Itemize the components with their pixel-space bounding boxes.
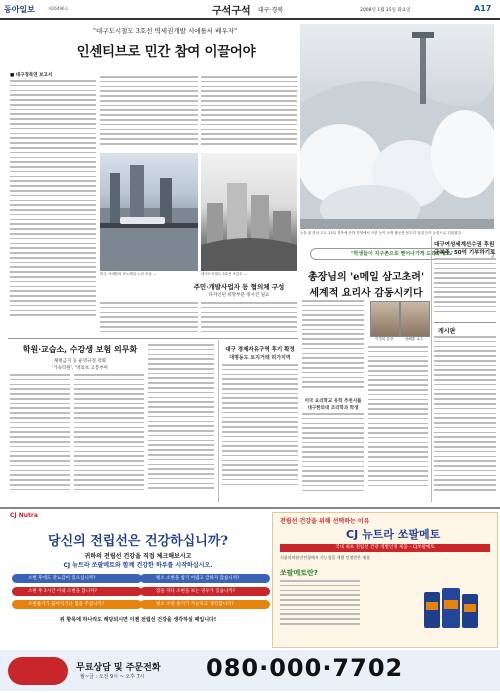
story5-banner: "학생들이 지구촌으로 뻗어나가게 도와주세요" <box>310 248 494 260</box>
story5-headline-2: 세계적 요리사 감동시키다 <box>309 288 423 299</box>
sidebar-divider <box>434 322 496 323</box>
ad-check-5: 소변줄기가 끊어지거나 힘을 주십니까? <box>12 600 142 609</box>
newspaper-logo: 동아일보 <box>4 5 35 14</box>
story2-column-2 <box>201 302 297 336</box>
ad-product-name: CJ 뉴트라 쏘팔메토 <box>346 528 441 541</box>
column-rule <box>218 340 219 502</box>
story4-subtitle: 대명동도 토지거래 허가지역 <box>229 355 291 361</box>
issue-number: 제26496호 <box>48 6 69 11</box>
monorail-photo-caption: 미국 시애틀의 모노레일 노선 모습 ... <box>100 272 157 276</box>
page-number: A17 <box>474 4 492 13</box>
story5-subtitle-2: 대구한의대 조리학과 학생 <box>307 406 359 411</box>
sidebar-rule <box>431 236 432 502</box>
lead-headline: 인센티브로 민간 참여 이끌어야 <box>76 44 256 60</box>
ad-phone-number[interactable]: 080·000·7702 <box>206 654 404 682</box>
story3-column-1 <box>10 374 70 502</box>
sidebar-title-2: 금복주, 50억 기부하기로 <box>434 250 496 256</box>
portrait-1 <box>370 301 400 337</box>
monorail-photo <box>100 153 198 271</box>
ad-right-body <box>280 580 360 630</box>
story5-column-1 <box>302 300 364 396</box>
ad-check-6: 평소 소변 줄기가 가늘다고 생각합니까? <box>140 600 270 609</box>
story5-subtitle-1: 미국 요리학교 유학 추천서를 <box>304 399 362 404</box>
story4-column <box>222 364 298 502</box>
ad-note: 위 항목에 하나라도 해당되시면 이젠 전립선 건강을 생각하실 때입니다! <box>59 617 217 623</box>
section-subtitle: 대구·경북 <box>258 7 284 14</box>
story3-title: 학원·교습소, 수강생 보험 의무화 <box>22 344 138 354</box>
product-bottles-image <box>420 580 490 630</box>
ad-tagline-2: CJ 뉴트라 쏘팔메토와 함께 건강한 하루를 시작하십시오. <box>63 562 213 569</box>
story5-headline-1: 총장님의 'e메일 삼고초려' <box>307 272 425 283</box>
issue-date: 2008년 1월 15일 화요일 <box>360 8 411 13</box>
lead-byline: ■ 대구경북연 보고서 <box>10 73 53 78</box>
snow-landscape-illustration <box>300 24 494 229</box>
ad-right-head: 전립선 건강을 위해 선택하는 이유 <box>280 518 370 525</box>
product-bottles <box>420 580 490 630</box>
story3-column-3 <box>148 344 214 502</box>
rendering-photo-caption: 대구도시철도 3호선 조감도 ... <box>201 272 248 276</box>
section-title: 구석구석 <box>212 6 251 17</box>
story3-subtitle-2: '가속학원', '영의보 고봉부여 <box>52 366 108 371</box>
ad-right-line-1: 국내 최초 전립선 건강 개별인정 제품 – CJ쏘팔메토 <box>280 544 490 552</box>
rendering-photo <box>201 153 297 271</box>
story2-title: 주민·개발사업자 등 협의체 구성 <box>193 283 285 291</box>
building-rendering <box>201 153 297 271</box>
sidebar-column-1 <box>434 258 496 318</box>
story4-title: 대구 경제자유구역 후기 확정 <box>225 347 295 353</box>
portrait-2 <box>400 301 430 337</box>
monorail-illustration <box>100 153 198 271</box>
lead-quote: "대구도시철도 3호선 역세권개발 시애틀서 배우자" <box>93 27 237 35</box>
ad-check-1: 소변 후에도 잔뇨감이 있으십니까? <box>12 574 142 583</box>
ad-tagline-1: 귀하의 전립선 건강을 직접 체크해보시고 <box>84 553 192 560</box>
lead-column-2 <box>100 76 198 150</box>
portrait-2-caption: 장해훈 교수 <box>404 337 424 341</box>
story5-column-3 <box>368 346 428 502</box>
ad-check-2: 평소 소변을 참기 어렵고 급하지 않습니까? <box>140 574 270 583</box>
ad-right-line-2: 식품의약품안전청에서 기능성을 개별 인정받은 제품 <box>280 555 371 560</box>
snow-flower-photo <box>300 24 494 229</box>
story2-subtitle: 다자인된 희망부분 정사진 필요 <box>208 293 270 298</box>
board-title: 게시판 <box>438 328 456 335</box>
ad-check-3: 소변 후 2시간 이내 소변을 봅니까? <box>12 587 142 596</box>
story3-column-2 <box>74 374 144 502</box>
ad-question: 당신의 전립선은 건강하십니까? <box>48 534 228 549</box>
story5-column-2 <box>302 413 364 502</box>
story2-column-1 <box>100 302 198 336</box>
board-column <box>434 336 496 502</box>
ad-footer-hours: 월~금 : 오전 9시 ~ 오후 7시 <box>80 674 145 680</box>
sidebar-title-1: 대구여성세계선수권 후원 <box>434 242 495 248</box>
ad-footer-label: 무료상담 및 주문전화 <box>76 663 161 673</box>
portrait-1-caption: 이경희 총장 <box>374 337 394 341</box>
phone-badge <box>8 657 68 685</box>
snow-photo-caption: 눈꽃 핀 한산 고도 13일 경북에 산하 지역에서 시한 눈이 오며 팔공산 봉우리 일대 등이 눈꽃으로 뒤덮였다. <box>300 231 462 235</box>
ad-right-line-3: 쏘팔메토란? <box>280 569 318 577</box>
ad-check-4: 잠을 자다 소변을 보는 경우가 있습니까? <box>140 587 270 596</box>
ad-brand: CJ Nutra <box>10 512 38 519</box>
section-divider <box>8 338 298 339</box>
story3-subtitle-1: 체벌금지 등 운영규정 강화 <box>53 359 107 364</box>
lead-column-3 <box>201 76 297 150</box>
lead-column-1 <box>10 80 96 335</box>
